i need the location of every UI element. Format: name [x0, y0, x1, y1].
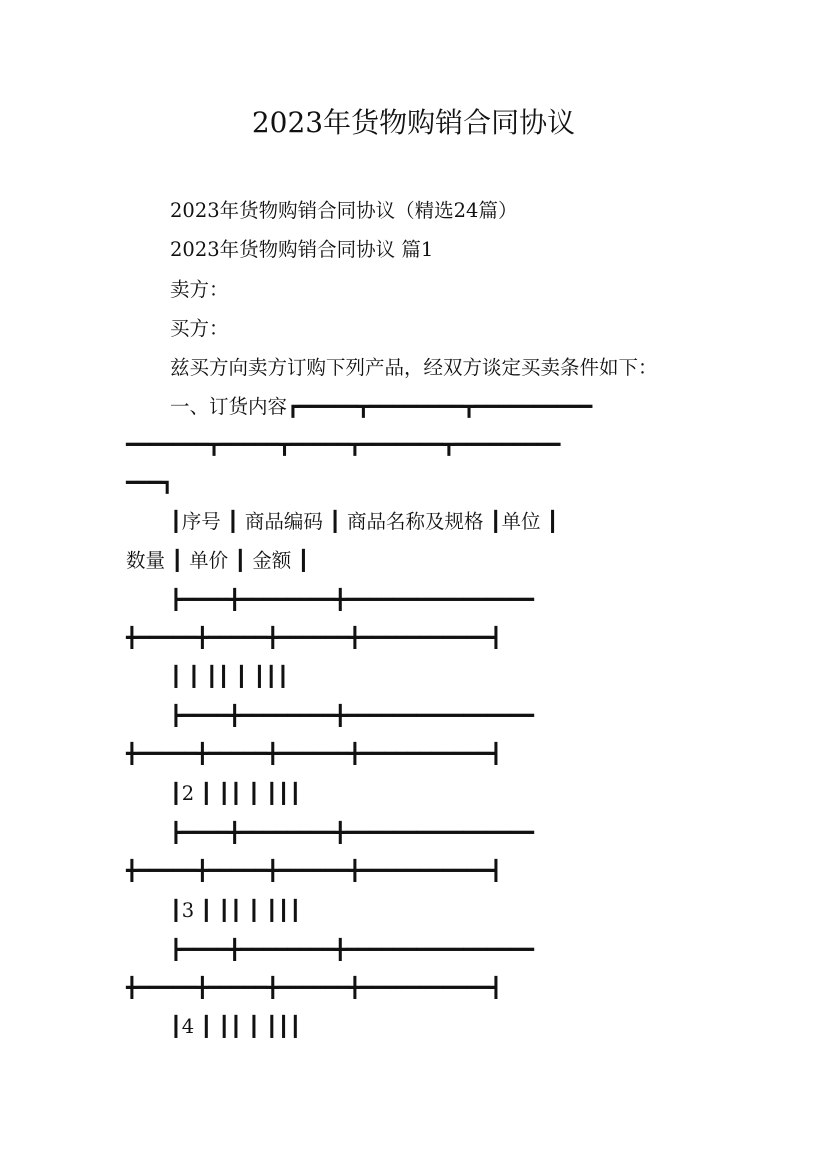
table-separator: ┣━━━━╋━━━━━━━━╋━━━━━━━━━━━━━━━━	[170, 588, 534, 611]
order-content-line: 一、订货内容┏━━━━━┳━━━━━━━━┳━━━━━━━━━━	[170, 395, 593, 418]
table-separator: ┣━━━━╋━━━━━━━━╋━━━━━━━━━━━━━━━━	[170, 704, 534, 727]
table-header-row: 数量 ┃ 单价 ┃ 金额 ┃	[126, 549, 310, 572]
table-separator: ╋━━━━━╋━━━━━╋━━━━━━╋━━━━━━━━━━━┫	[126, 976, 502, 999]
section-heading: 2023年货物购销合同协议 篇1	[170, 238, 434, 261]
buyer-line: 买方：	[170, 317, 229, 340]
seller-line: 卖方：	[170, 278, 229, 301]
table-rule-line: ━━━┓	[126, 471, 173, 494]
table-separator: ╋━━━━━╋━━━━━╋━━━━━━╋━━━━━━━━━━━┫	[126, 859, 502, 882]
intro-paragraph: 兹买方向卖方订购下列产品，经双方谈定买卖条件如下：	[170, 356, 658, 379]
table-row: ┃2 ┃ ┃┃ ┃ ┃┃┃	[170, 782, 302, 805]
table-separator: ┣━━━━╋━━━━━━━━╋━━━━━━━━━━━━━━━━	[170, 938, 534, 961]
table-row: ┃ ┃ ┃┃ ┃ ┃┃┃	[170, 665, 289, 688]
table-separator: ╋━━━━━╋━━━━━╋━━━━━━╋━━━━━━━━━━━┫	[126, 742, 502, 765]
table-separator: ╋━━━━━╋━━━━━╋━━━━━━╋━━━━━━━━━━━┫	[126, 626, 502, 649]
table-rule-line: ━━━━━━━┳━━━━━┳━━━━━┳━━━━━━━┳━━━━━━━━━	[126, 433, 561, 456]
table-row: ┃4 ┃ ┃┃ ┃ ┃┃┃	[170, 1015, 302, 1038]
subtitle-line: 2023年货物购销合同协议（精选24篇）	[170, 199, 518, 222]
table-separator: ┣━━━━╋━━━━━━━━╋━━━━━━━━━━━━━━━━	[170, 821, 534, 844]
table-header-row: ┃序号 ┃ 商品编码 ┃ 商品名称及规格 ┃单位 ┃	[170, 510, 559, 533]
table-row: ┃3 ┃ ┃┃ ┃ ┃┃┃	[170, 899, 302, 922]
document-title: 2023年货物购销合同协议	[251, 106, 576, 139]
